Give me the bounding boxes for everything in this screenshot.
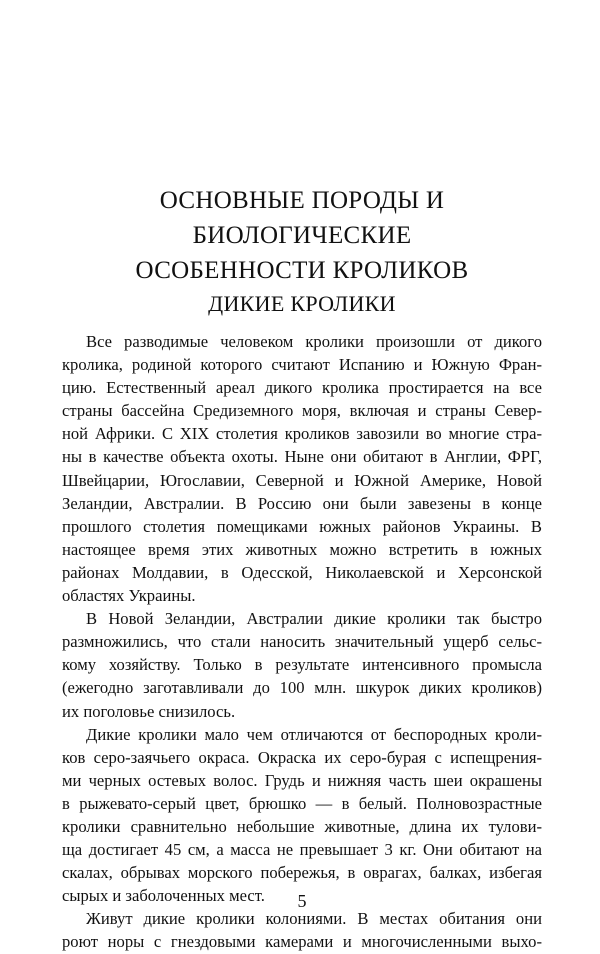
text-line: (ежегодно заготавливали до 100 млн. шкурок диких кроликов)	[62, 678, 542, 698]
paragraph-3	[62, 723, 542, 908]
text-line: областях Украины.	[62, 586, 196, 606]
paragraph-4	[62, 907, 542, 953]
text-line: ща достигает 45 см, а масса не превышает 3 кг. Они обитают на	[62, 840, 542, 860]
text-line: Швейцарии, Югославии, Северной и Южной Америке, Новой	[62, 470, 542, 490]
text-line: сырых и заболоченных мест.	[62, 886, 265, 906]
text-line: районах Молдавии, в Одесской, Николаевской и Херсонской	[62, 562, 542, 582]
text-line: ков серо-заячьего окраса. Окраска их серо-бурая с испещрения-	[62, 747, 542, 767]
text-line: размножились, что стали наносить значительный ущерб сельс-	[62, 632, 542, 652]
text-line: кому хозяйству. Только в результате интенсивного промысла	[62, 655, 542, 675]
paragraph-2	[62, 607, 542, 722]
text-line: кролики сравнительно небольшие животные, длина их тулови-	[62, 816, 542, 836]
text-line: прошлого столетия помещиками южных районов Украины. В	[62, 516, 542, 536]
text-line: цию. Естественный ареал дикого кролика простирается на все	[62, 378, 542, 398]
paragraph-1	[62, 330, 542, 607]
page-number: 5	[297, 891, 307, 911]
text-line: В Новой Зеландии, Австралии дикие кролики так быстро	[86, 609, 542, 629]
text-line: ной Африки. С XIX столетия кроликов завозили во многие стра-	[62, 424, 542, 444]
text-line: Дикие кролики мало чем отличаются от беспородных кроли-	[86, 724, 542, 744]
text-line: Живут дикие кролики колониями. В местах обитания они	[86, 909, 542, 929]
text-line: ми черных остевых волос. Грудь и нижняя часть шеи окрашены	[62, 770, 542, 790]
text-line: Зеландии, Австралии. В Россию они были завезены в конце	[62, 493, 542, 513]
section-title: ДИКИЕ КРОЛИКИ	[208, 291, 396, 316]
text-line: Все разводимые человеком кролики произошли от дикого	[86, 332, 542, 351]
body-text	[62, 330, 542, 954]
text-line: роют норы с гнездовыми камерами и многочисленными выхо-	[62, 932, 542, 952]
chapter-title-line-1: ОСНОВНЫЕ ПОРОДЫ И БИОЛОГИЧЕСКИЕ	[159, 187, 445, 249]
text-line: настоящее время этих животных можно встретить в южных	[62, 539, 542, 559]
text-line: в рыжевато-серый цвет, брюшко — в белый. Полновозрастные	[62, 793, 542, 813]
text-line: скалах, обрывах морского побережья, в оврагах, балках, избегая	[62, 863, 542, 883]
text-line: кролика, родиной которого считают Испанию и Южную Фран-	[62, 355, 542, 375]
book-page	[62, 0, 542, 953]
text-line: ны в качестве объекта охоты. Ныне они обитают в Англии, ФРГ,	[62, 447, 542, 467]
chapter-title-line-2: ОСОБЕННОСТИ КРОЛИКОВ	[135, 257, 469, 284]
chapter-title	[62, 183, 542, 288]
text-line: страны бассейна Средиземного моря, включая и страны Север-	[62, 401, 542, 421]
text-line: их поголовье снизилось.	[62, 701, 236, 721]
